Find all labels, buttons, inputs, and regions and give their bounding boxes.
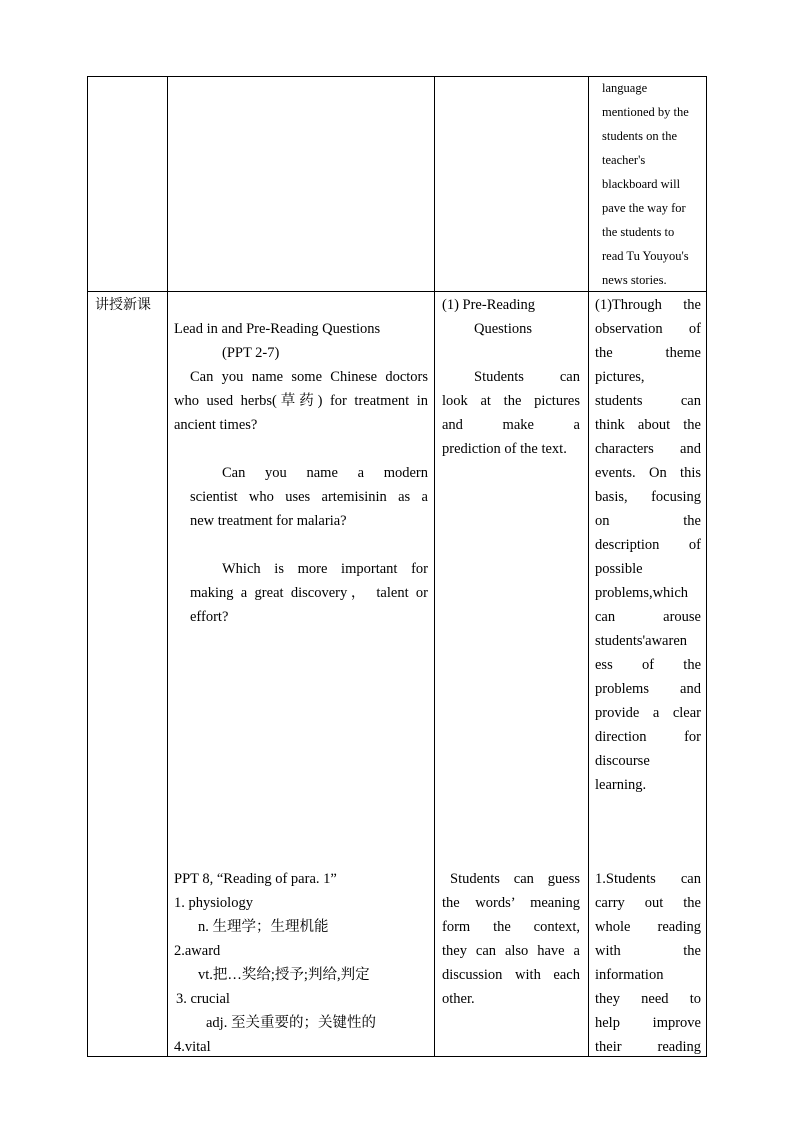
- purpose-line: language: [602, 81, 648, 95]
- activity-line: look at the pictures: [442, 393, 580, 409]
- purpose-line: students on the: [602, 129, 677, 143]
- question-line: who used herbs(草药) for treatment in: [174, 393, 428, 409]
- column-border-2: [167, 76, 168, 1057]
- vocab-line: vt.把…奖给;授予;判给,判定: [198, 967, 370, 983]
- vocab-line: 1. physiology: [174, 895, 253, 911]
- purpose-line: the students to: [602, 225, 675, 239]
- activity-line: form the context,: [442, 919, 580, 935]
- activity-line: and make a: [442, 417, 580, 433]
- top-purpose-cell: [602, 76, 702, 292]
- activity-line: the words’ meaning: [442, 895, 580, 911]
- vocab-line: adj. 至关重要的；关键性的: [206, 1015, 376, 1031]
- vocab-line: 4.vital: [174, 1039, 211, 1055]
- purpose-line: basis, focusing: [595, 489, 701, 505]
- reading-activity: [442, 867, 580, 1011]
- question-line: Can you name a modern: [222, 465, 428, 481]
- purpose-line: events. On this: [595, 465, 701, 481]
- reading-title: PPT 8, “Reading of para. 1”: [174, 871, 337, 887]
- purpose-line: they need to: [595, 991, 701, 1007]
- activity-line: Students can: [474, 369, 580, 385]
- purpose-line: students'awaren: [595, 633, 687, 649]
- purpose-line: students can: [595, 393, 701, 409]
- purpose-line: learning.: [595, 777, 647, 793]
- question-line: effort?: [190, 609, 229, 625]
- purpose-line: think about the: [595, 417, 701, 433]
- purpose-line: blackboard will: [602, 177, 681, 191]
- column-border-right: [706, 76, 707, 1057]
- column-border-4: [588, 76, 589, 1057]
- purpose-line: characters and: [595, 441, 701, 457]
- question-line: Which is more important for: [222, 561, 428, 577]
- purpose-line: their reading: [595, 1039, 701, 1055]
- activity-line: Students can guess: [450, 871, 580, 887]
- question-line: new treatment for malaria?: [190, 513, 347, 529]
- purpose-line: teacher's: [602, 153, 646, 167]
- question-line: Can you name some Chinese doctors: [190, 369, 428, 385]
- purpose-line: mentioned by the: [602, 105, 689, 119]
- activity-line: they can also have a: [442, 943, 580, 959]
- purpose-line: help improve: [595, 1015, 701, 1031]
- purpose-line: 1.Students can: [595, 871, 701, 887]
- question-3: [190, 557, 428, 629]
- vocab-line: 3. crucial: [176, 991, 230, 1007]
- activity-title: (1) Pre-Reading: [442, 297, 536, 313]
- purpose-line: provide a clear: [595, 705, 701, 721]
- purpose-line: read Tu Youyou's: [602, 249, 689, 263]
- vocabulary-list: [174, 891, 430, 1059]
- question-2: [190, 461, 428, 533]
- column-border-3: [434, 76, 435, 1057]
- section-label: 讲授新课: [95, 297, 151, 313]
- purpose-line: problems,which: [595, 585, 689, 601]
- purpose-line: news stories.: [602, 273, 667, 287]
- purpose-line: with the: [595, 943, 701, 959]
- purpose-line: on the: [595, 513, 701, 529]
- lead-in-ppt: (PPT 2-7): [222, 345, 280, 361]
- purpose-line: information: [595, 967, 664, 983]
- lead-in-purpose: [595, 293, 701, 797]
- column-border-left: [87, 76, 88, 1057]
- purpose-line: ess of the: [595, 657, 701, 673]
- question-line: making a great discovery， talent or: [190, 585, 428, 601]
- purpose-line: observation of: [595, 321, 701, 337]
- purpose-line: discourse: [595, 753, 650, 769]
- purpose-line: description of: [595, 537, 701, 553]
- purpose-line: carry out the: [595, 895, 701, 911]
- lead-in-title: Lead in and Pre-Reading Questions: [174, 321, 381, 337]
- vocab-line: n. 生理学；生理机能: [198, 919, 329, 935]
- purpose-line: can arouse: [595, 609, 701, 625]
- purpose-line: whole reading: [595, 919, 701, 935]
- vocab-line: 2.award: [174, 943, 221, 959]
- purpose-line: pictures,: [595, 369, 645, 385]
- pre-reading-activity: [442, 293, 580, 461]
- purpose-line: direction for: [595, 729, 701, 745]
- activity-line: prediction of the text.: [442, 441, 567, 457]
- purpose-line: problems and: [595, 681, 701, 697]
- purpose-line: (1)Through the: [595, 297, 701, 313]
- purpose-line: possible: [595, 561, 643, 577]
- purpose-line: the theme: [595, 345, 701, 361]
- purpose-line: pave the way for: [602, 201, 686, 215]
- question-line: ancient times?: [174, 417, 258, 433]
- activity-line: discussion with each: [442, 967, 580, 983]
- question-1: [174, 365, 428, 437]
- activity-line: other.: [442, 991, 475, 1007]
- question-line: scientist who uses artemisinin as a: [190, 489, 428, 505]
- reading-purpose: [595, 867, 701, 1059]
- activity-title: Questions: [474, 321, 532, 337]
